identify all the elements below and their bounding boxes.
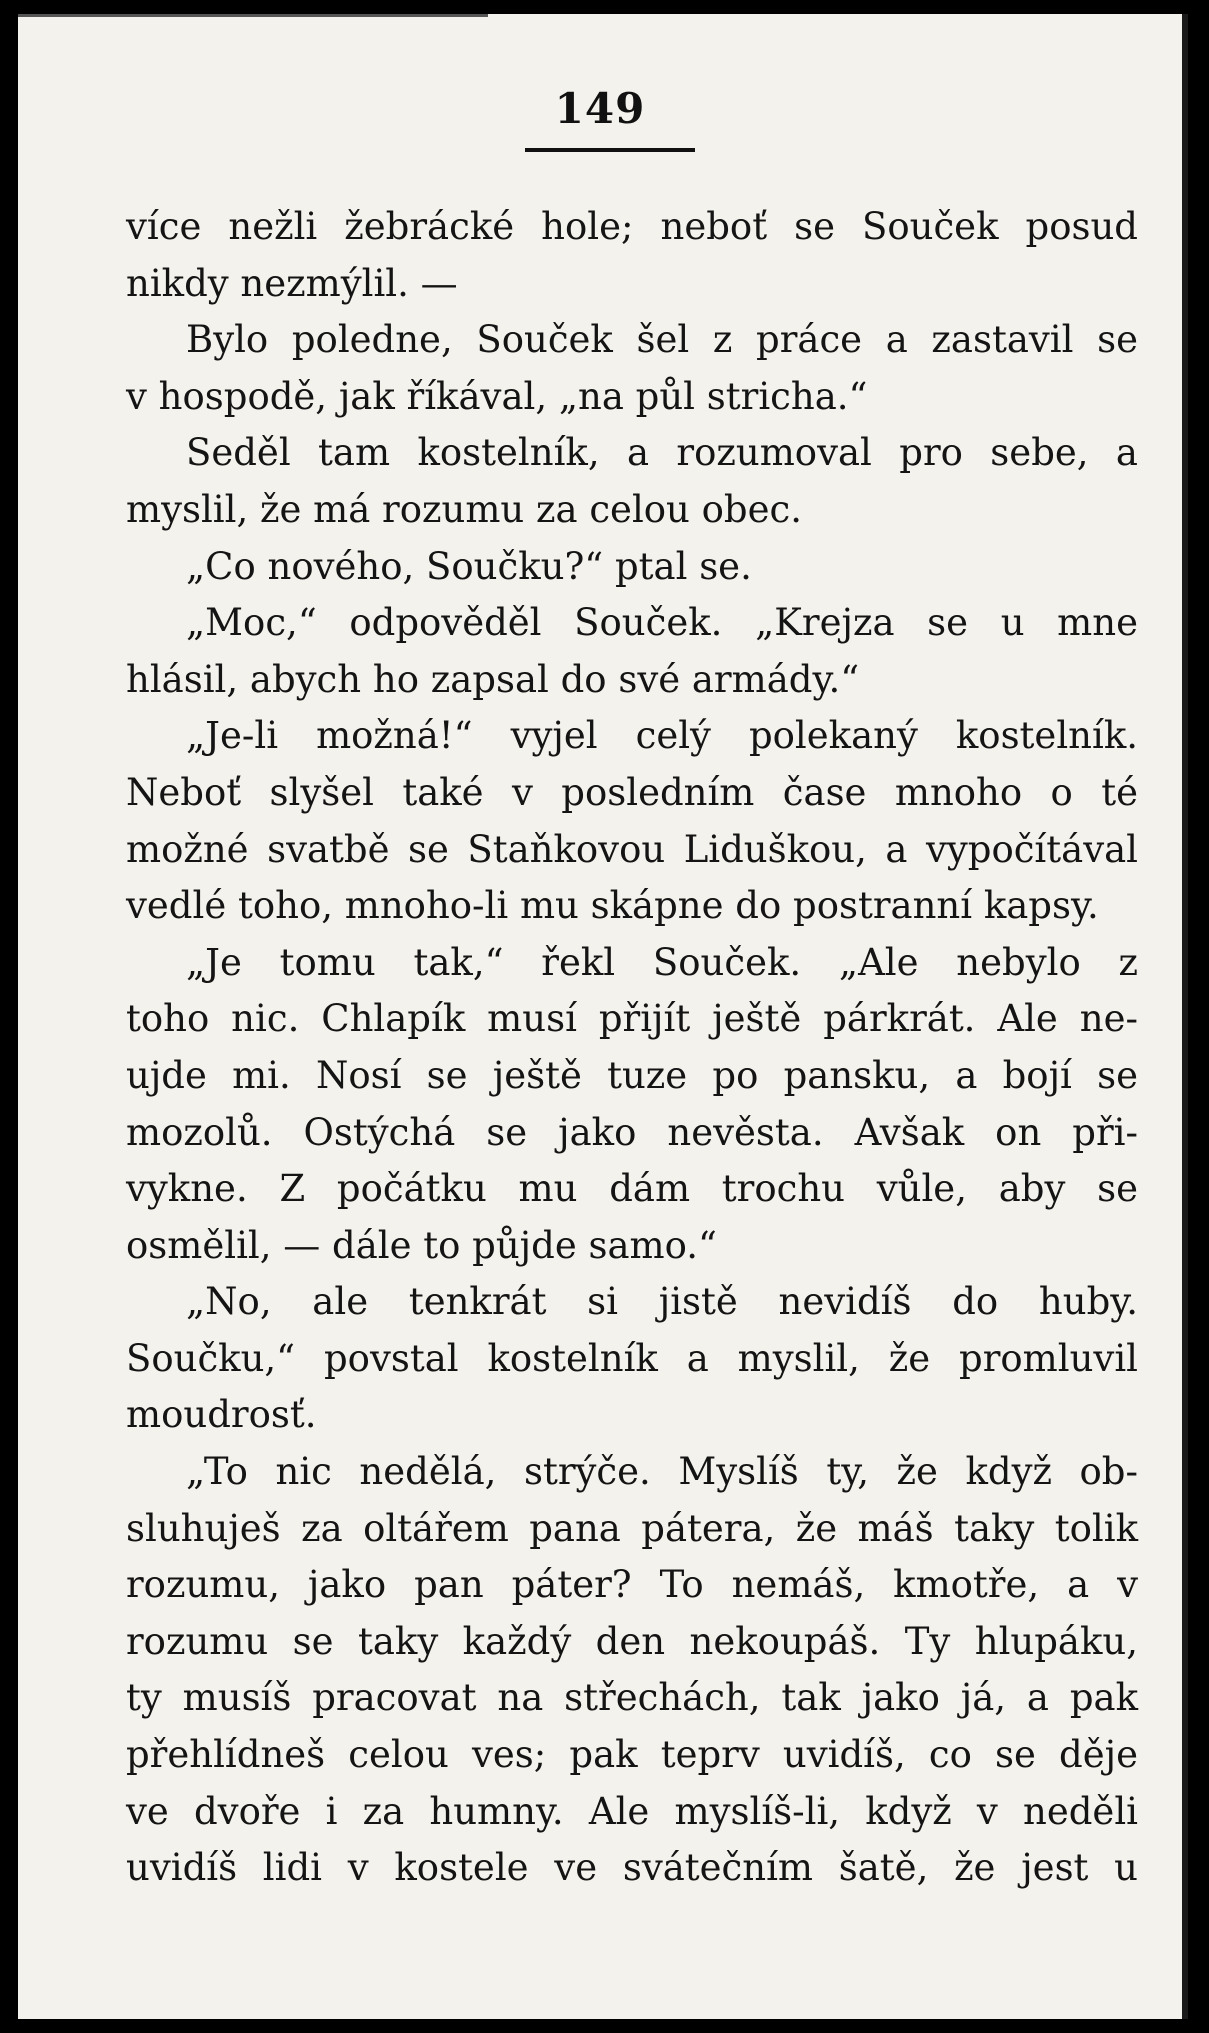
text-line: možné svatbě se Staňkovou Liduškou, a vypočítával [126, 827, 1138, 871]
text-line: mozolů. Ostýchá se jako nevěsta. Avšak on při- [126, 1110, 1138, 1154]
text-line: rozumu se taky každý den nekoupáš. Ty hlupáku, [126, 1619, 1138, 1663]
text-line: moudrosť. [126, 1393, 317, 1437]
text-line: uvidíš lidi v kostele ve svátečním šatě, že jest u [126, 1846, 1138, 1890]
text-line: myslil, že má rozumu za celou obec. [126, 487, 802, 531]
text-line: „Co nového, Součku?“ ptal se. [186, 544, 752, 588]
text-line: Součku,“ povstal kostelník a myslil, že promluvil [126, 1336, 1138, 1380]
text-line: v hospodě, jak říkával, „na půl stricha.“ [126, 374, 868, 418]
text-line: přehlídneš celou ves; pak teprv uvidíš, co se děje [126, 1733, 1138, 1777]
text-line: Seděl tam kostelník, a rozumoval pro sebe, a [186, 431, 1138, 475]
text-line: ve dvoře i za humny. Ale myslíš-li, když v neděli [126, 1789, 1138, 1833]
text-line: ujde mi. Nosí se ještě tuze po pansku, a bojí se [126, 1053, 1138, 1097]
text-line: „To nic nedělá, strýče. Myslíš ty, že když ob- [186, 1450, 1138, 1494]
text-line: osmělil, — dále to půjde samo.“ [126, 1223, 717, 1267]
text-line: více nežli žebrácké hole; neboť se Souček posud [126, 205, 1138, 248]
book-page [18, 14, 1188, 2019]
top-edge-rule [18, 14, 488, 17]
text-line: Bylo poledne, Souček šel z práce a zastavil se [186, 318, 1138, 362]
text-line: „No, ale tenkrát si jistě nevidíš do huby. [186, 1280, 1138, 1324]
text-line: vedlé toho, mnoho-li mu skápne do postranní kapsy. [126, 884, 1099, 928]
body-text [126, 199, 1138, 1897]
page-number-underline [525, 148, 695, 152]
text-line: „Moc,“ odpověděl Souček. „Krejza se u mne [186, 601, 1138, 645]
text-line: sluhuješ za oltářem pana pátera, že máš taky tolik [126, 1506, 1138, 1550]
text-line: „Je tomu tak,“ řekl Souček. „Ale nebylo z [186, 940, 1138, 984]
text-line: toho nic. Chlapík musí přijít ještě párkrát. Ale ne- [126, 997, 1138, 1041]
text-line: rozumu, jako pan páter? To nemáš, kmotře, a v [126, 1563, 1138, 1607]
text-line: nikdy nezmýlil. — [126, 261, 458, 305]
text-line: ty musíš pracovat na střechách, tak jako já, a pak [126, 1676, 1138, 1720]
text-line: „Je-li možná!“ vyjel celý polekaný kostelník. [186, 714, 1138, 758]
text-line: Neboť slyšel také v posledním čase mnoho o té [126, 770, 1138, 814]
text-line: hlásil, abych ho zapsal do své armády.“ [126, 657, 860, 701]
page-number: 149 [554, 84, 646, 133]
text-line: vykne. Z počátku mu dám trochu vůle, aby se [126, 1167, 1138, 1211]
